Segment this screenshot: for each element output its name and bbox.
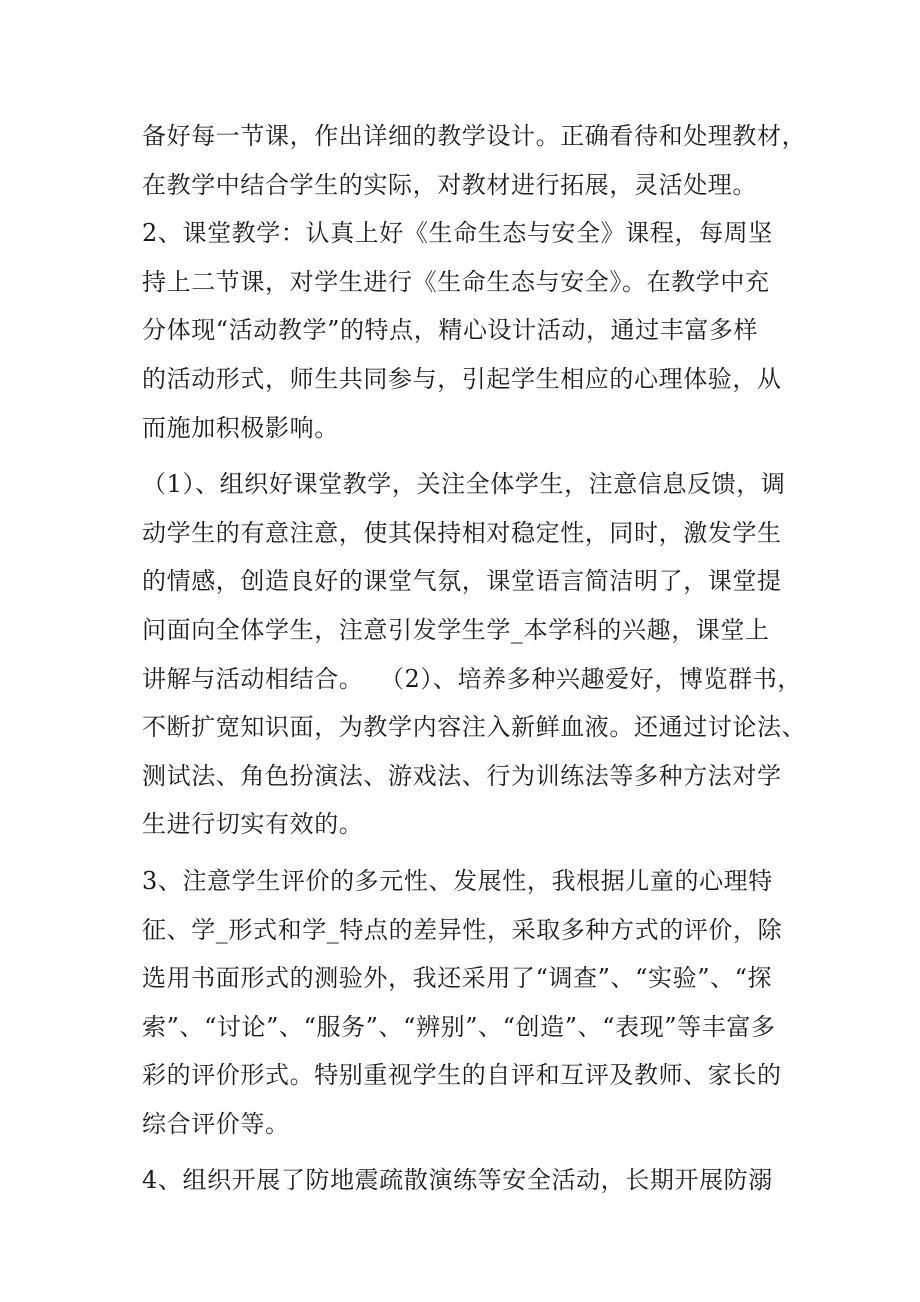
text-line: 的情感，创造良好的课堂气氛，课堂语言简洁明了，课堂提: [142, 567, 782, 596]
text-line: 分体现“活动教学”的特点，精心设计活动，通过丰富多样: [142, 316, 759, 345]
text-line: 3、注意学生评价的多元性、发展性，我根据儿童的心理特: [142, 866, 773, 895]
text-line: 测试法、角色扮演法、游戏法、行为训练法等多种方法对学: [142, 761, 782, 790]
text-line: 而施加积极影响。: [142, 413, 339, 442]
text-line: 4、组织开展了防地震疏散演练等安全活动，长期开展防溺: [142, 1166, 773, 1195]
text-line: 持上二节课，对学生进行《生命生态与安全》。在教学中充: [142, 267, 770, 296]
text-line: 综合评价等。: [142, 1109, 290, 1138]
text-line: 讲解与活动相结合。 （2）、培养多种兴趣爱好，博览群书，: [142, 664, 802, 693]
text-line: 索”、“讨论”、“服务”、“辨别”、“创造”、“表现”等丰富多: [142, 1012, 776, 1041]
text-line: 的活动形式，师生共同参与，引起学生相应的心理体验，从: [142, 364, 782, 393]
document-body: [142, 112, 807, 1205]
paragraph-gap: [142, 1148, 792, 1156]
text-line: 问面向全体学生，注意引发学生学_本学科的兴趣，课堂上: [142, 615, 770, 644]
text-line: 不断扩宽知识面，为教学内容注入新鲜血液。还通过讨论法、: [142, 713, 807, 742]
text-line: 生进行切实有效的。: [142, 810, 364, 839]
text-line: 征、学_形式和学_特点的差异性，采取多种方式的评价，除: [142, 915, 783, 944]
text-line: 彩的评价形式。特别重视学生的自评和互评及教师、家长的: [142, 1061, 782, 1090]
text-line: 备好每一节课，作出详细的教学设计。正确看待和处理教材，: [142, 122, 807, 150]
paragraph-gap: [142, 452, 792, 460]
text-line: 在教学中结合学生的实际，对教材进行拓展，灵活处理。: [142, 170, 757, 199]
text-line: 2、课堂教学：认真上好《生命生态与安全》课程，每周坚: [142, 219, 773, 248]
paragraph-gap: [142, 849, 792, 857]
text-line: （1）、组织好课堂教学，关注全体学生，注意信息反馈，调: [142, 470, 786, 499]
text-line: 动学生的有意注意，使其保持相对稳定性，同时，激发学生: [142, 518, 782, 547]
text-line: 选用书面形式的测验外，我还采用了“调查”、“实验”、“探: [142, 964, 773, 993]
